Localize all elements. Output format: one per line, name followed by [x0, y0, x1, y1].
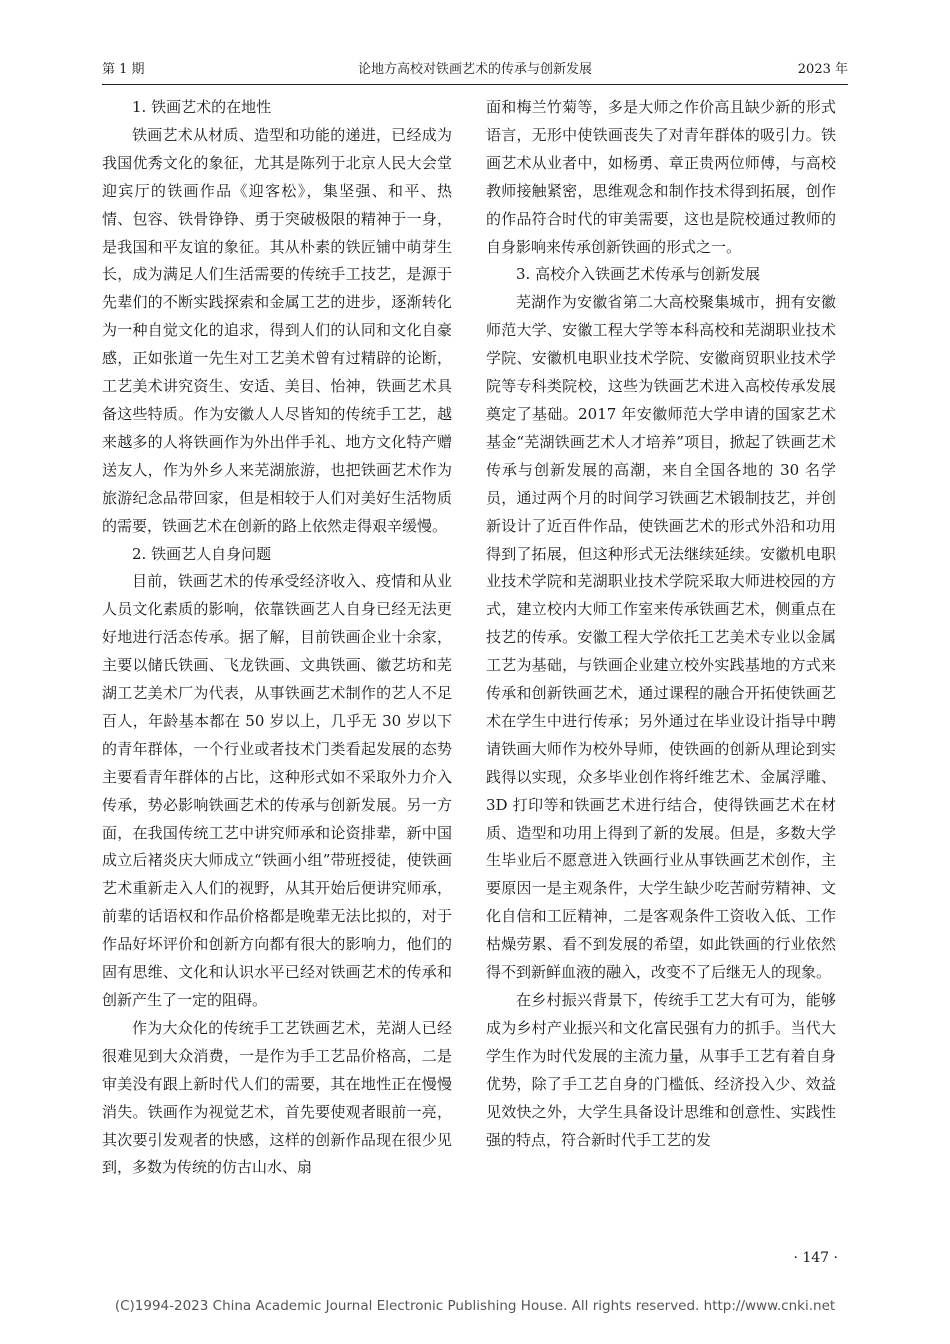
paragraph: 芜湖作为安徽省第二大高校聚集城市，拥有安徽师范大学、安徽工程大学等本科高校和芜湖职业技术学院、安徽机电职业技术学院、安徽商贸职业技术学院等专科类院校，这些为铁画艺术进入高校传承发展奠定了基础。2017 年安徽师范大学申请的国家艺术基金“芜湖铁画艺术人才培养”项目，掀起了铁画艺术传承与创新发展的高潮，来自全国各地的 30 名学员，通过两个月的时间学习铁画艺术锻制技艺，并创新设计了近百件作品，使铁画艺术的形式外沿和功用得到了拓展，但这种形式无法继续延续。安徽机电职业技术学院和芜湖职业技术学院采取大师进校园的方式，建立校内大师工作室来传承铁画艺术，侧重点在技艺的传承。安徽工程大学依托工艺美术专业以金属工艺为基础，与铁画企业建立校外实践基地的方式来传承和创新铁画艺术，通过课程的融合开拓使铁画艺术在学生中进行传承；另外通过在毕业设计指导中聘请铁画大师作为校外导师，使铁画的创新从理论到实践得以实现，众多毕业创作将纤维艺术、金属浮雕、3D 打印等和铁画艺术进行结合，使得铁画艺术在材质、造型和功用上得到了新的发展。但是，多数大学生毕业后不愿意进入铁画行业从事铁画艺术创作，主要原因一是主观条件，大学生缺少吃苦耐劳精神、文化自信和工匠精神，二是客观条件工资收入低、工作枯燥劳累、看不到发展的希望，如此铁画的行业依然得不到新鲜血液的融入，改变不了后继无人的现象。: [486, 293, 836, 982]
section-heading-1: 1. 铁画艺术的在地性: [132, 98, 272, 116]
paragraph-continued: 面和梅兰竹菊等，多是大师之作价高且缺少新的形式语言，无形中使铁画丧失了对青年群体的吸引力。铁画艺术从业者中，如杨勇、章正贵两位师傅，与高校教师接触紧密，思维观念和制作技术得到拓展，创作的作品符合时代的审美需要，这也是院校通过教师的自身影响来传承创新铁画的形式之一。: [486, 98, 836, 256]
article-title: 论地方高校对铁画艺术的传承与创新发展: [357, 62, 592, 77]
header-rule: [102, 84, 848, 85]
running-header: [102, 60, 848, 82]
right-column: [486, 94, 836, 1154]
copyright-footer: (C)1994-2023 China Academic Journal Electronic Publishing House. All rights reserved. http://www.cnki.net: [114, 1298, 836, 1314]
left-column: [102, 94, 452, 1182]
page-number: · 147 ·: [793, 1250, 838, 1266]
paragraph: 作为大众化的传统手工艺铁画艺术，芜湖人已经很难见到大众消费，一是作为手工艺品价格高，二是审美没有跟上新时代人们的需要，其在地性正在慢慢消失。铁画作为视觉艺术，首先要使观者眼前一亮，其次要引发观者的快感，这样的创新作品现在很少见到，多数为传统的仿古山水、扇: [102, 1018, 452, 1177]
section-heading-2: 2. 铁画艺人自身问题: [132, 544, 272, 563]
issue-number: 第 1 期: [102, 62, 145, 77]
section-heading-3: 3. 高校介入铁画艺术传承与创新发展: [516, 265, 761, 284]
paragraph: 在乡村振兴背景下，传统手工艺大有可为，能够成为乡村产业振兴和文化富民强有力的抓手。当代大学生作为时代发展的主流力量，从事手工艺有着自身优势，除了手工艺自身的门槛低、经济投入少、效益见效快之外，大学生具备设计思维和创意性、实践性强的特点，符合新时代手工艺的发: [486, 991, 836, 1149]
paragraph: 目前，铁画艺术的传承受经济收入、疫情和从业人员文化素质的影响，依靠铁画艺人自身已经无法更好地进行活态传承。据了解，目前铁画企业十余家，主要以储氏铁画、飞龙铁画、文典铁画、徽艺坊和芜湖工艺美术厂为代表，从事铁画艺术制作的艺人不足百人，年龄基本都在 50 岁以上，几乎无 30 岁以下的青年群体，一个行业或者技术门类看起发展的态势主要看青年群体的占比，这种形式如不采取外力介入传承，势必影响铁画艺术的传承与创新发展。另一方面，在我国传统工艺中讲究师承和论资排辈，新中国成立后褚炎庆大师成立“铁画小组”带班授徒，使铁画艺术重新走入人们的视野，从其开始后便讲究师承，前辈的话语权和作品价格都是晚辈无法比拟的，对于作品好坏评价和创新方向都有很大的影响力，他们的固有思维、文化和认识水平已经对铁画艺术的传承和创新产生了一定的阻碍。: [102, 572, 452, 1009]
publication-year: 2023 年: [797, 62, 848, 77]
paragraph: 铁画艺术从材质、造型和功能的递进，已经成为我国优秀文化的象征，尤其是陈列于北京人民大会堂迎宾厅的铁画作品《迎客松》，集坚强、和平、热情、包容、铁骨铮铮、勇于突破极限的精神于一身，是我国和平友谊的象征。其从朴素的铁匠铺中萌芽生长，成为满足人们生活需要的传统手工技艺，是源于先辈们的不断实践探索和金属工艺的进步，逐渐转化为一种自觉文化的追求，得到人们的认同和文化自豪感，正如张道一先生对工艺美术曾有过精辟的论断，工艺美术讲究资生、安适、美目、怡神，铁画艺术具备这些特质。作为安徽人人尽皆知的传统手工艺，越来越多的人将铁画作为外出伴手礼、地方文化特产赠送友人，作为外乡人来芜湖旅游，也把铁画艺术作为旅游纪念品带回家，但是相较于人们对美好生活物质的需要，铁画艺术在创新的路上依然走得艰辛缓慢。: [102, 125, 452, 535]
